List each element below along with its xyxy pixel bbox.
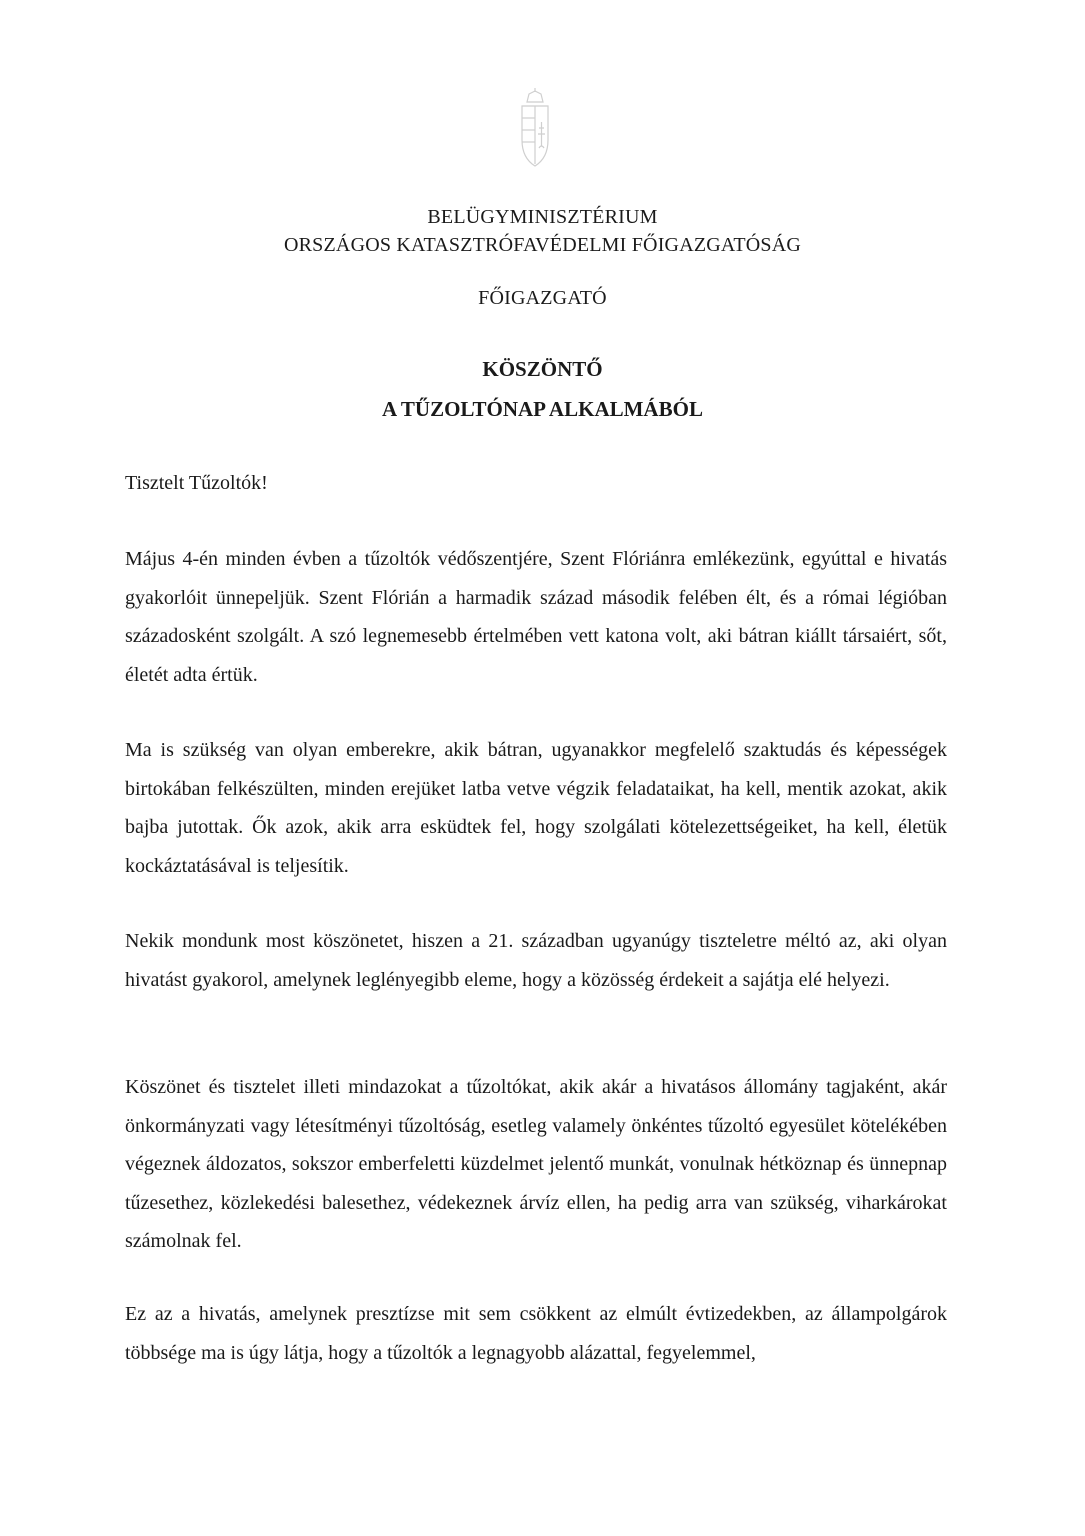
hungarian-coat-of-arms-icon bbox=[510, 88, 560, 178]
salutation: Tisztelt Tűzoltók! bbox=[125, 472, 268, 494]
paragraph: Ma is szükség van olyan emberekre, akik bátran, ugyanakkor megfelelő szaktudás és képességek birtokában felkészülten, minden erejüket latba vetve végzik feladataikat, ha kell, mentik azokat, akik bajba jutottak. Ők azok, akik arra esküdtek fel, hogy szolgálati kötelezettségeiket, ha kell, életük kockáztatásával is teljesítik. bbox=[125, 739, 947, 877]
ministry-name: BELÜGYMINISZTÉRIUM bbox=[427, 206, 658, 228]
paragraph: Nekik mondunk most köszönetet, hiszen a 21. században ugyanúgy tiszteletre méltó az, aki olyan hivatást gyakorol, amelynek leglényegibb eleme, hogy a közösség érdekeit a sajátja elé helyezi. bbox=[125, 930, 947, 991]
office-name: ORSZÁGOS KATASZTRÓFAVÉDELMI FŐIGAZGATÓSÁG bbox=[284, 234, 801, 256]
paragraph: Ez az a hivatás, amelynek presztízse mit sem csökkent az elmúlt évtizedekben, az állampolgárok többsége ma is úgy látja, hogy a tűzoltók a legnagyobb alázattal, fegyelemmel, bbox=[125, 1303, 947, 1364]
document-subtitle: A TŰZOLTÓNAP ALKALMÁBÓL bbox=[382, 397, 703, 421]
director-title: FŐIGAZGATÓ bbox=[478, 287, 607, 309]
document-title: KÖSZÖNTŐ bbox=[482, 357, 603, 381]
paragraph: Köszönet és tisztelet illeti mindazokat a tűzoltókat, akik akár a hivatásos állomány tagjaként, akár önkormányzati vagy létesítményi tűzoltóság, esetleg valamely önkéntes tűzoltó egyesület kötelékében végeznek áldozatos, sokszor emberfeletti küzdelmet jelentő munkát, vonulnak hétköznap és ünnepnap tűzesethez, közlekedési balesethez, védekeznek árvíz ellen, ha pedig arra van szükség, viharkárokat számolnak fel. bbox=[125, 1076, 947, 1252]
paragraph: Május 4-én minden évben a tűzoltók védőszentjére, Szent Flóriánra emlékezünk, egyúttal e hivatás gyakorlóit ünnepeljük. Szent Flórián a harmadik század második felében élt, és a római légióban századosként szolgált. A szó legnemesebb értelmében vett katona volt, aki bátran kiállt társaiért, sőt, életét adta értük. bbox=[125, 548, 947, 686]
